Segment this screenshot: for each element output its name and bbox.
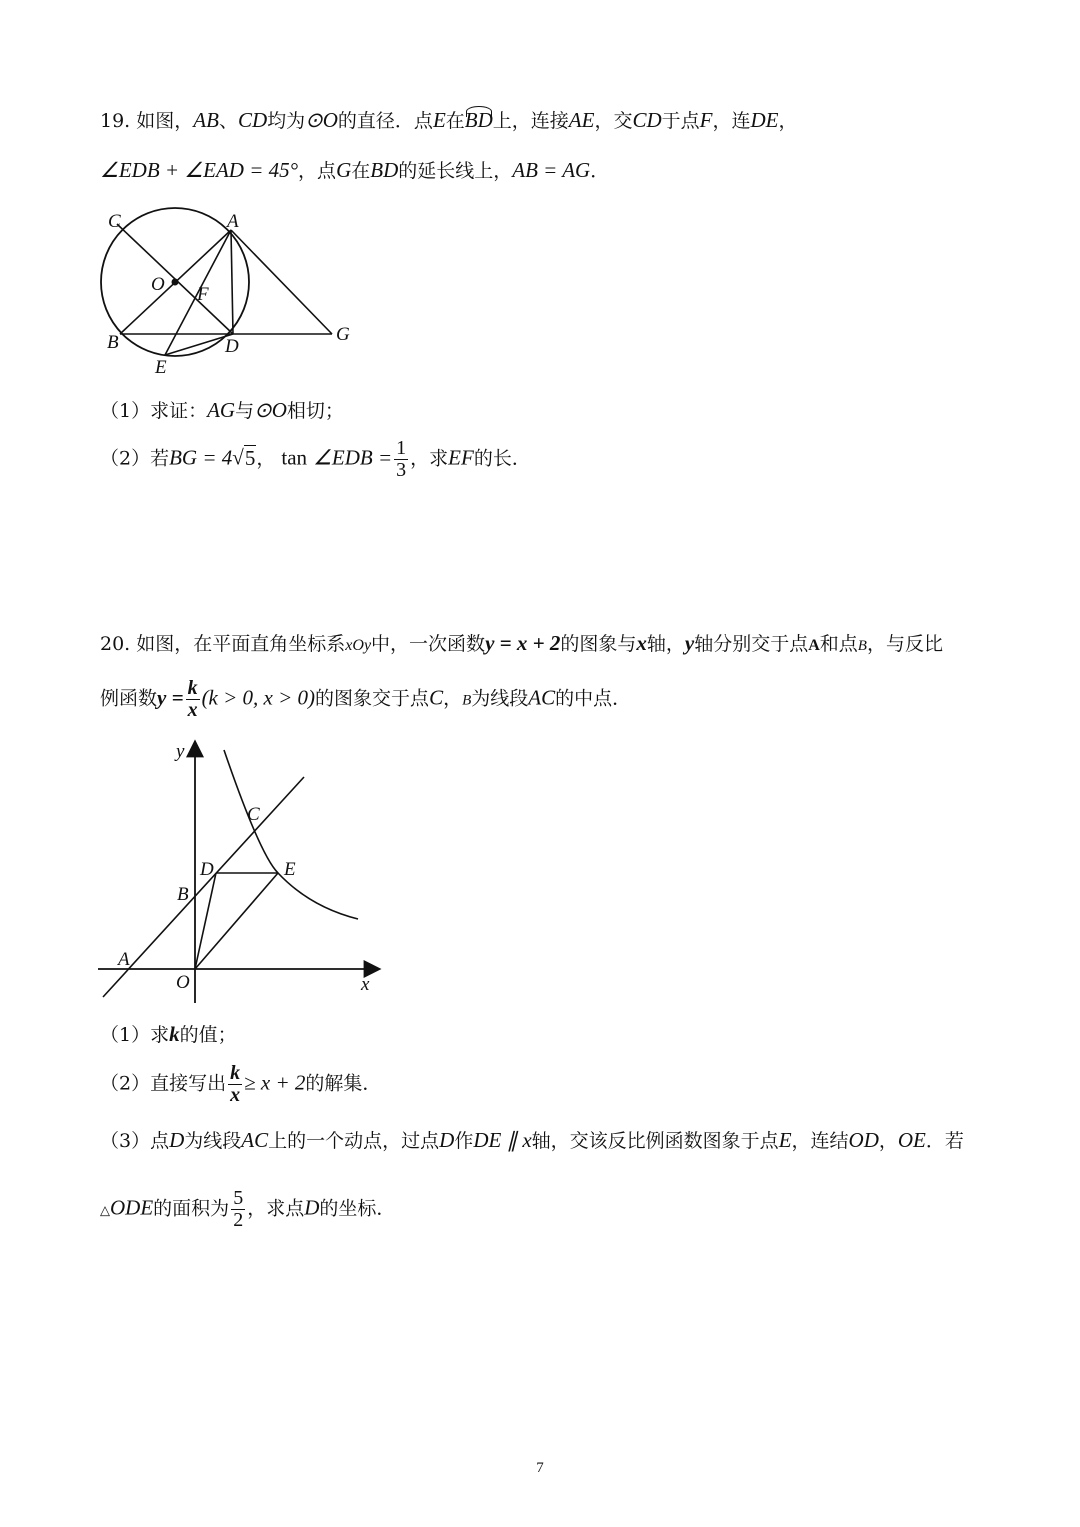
q20-ac: AC <box>528 685 556 710</box>
q20-p3-d3: D <box>304 1195 320 1220</box>
q20-p3-ode: ODE <box>110 1195 154 1220</box>
q20-p2-text: 直接写出 <box>150 1072 227 1095</box>
q19-p2-frac-den: 3 <box>396 459 407 481</box>
q20-text: 的中点． <box>555 687 632 710</box>
q20-text: 为线段 <box>471 687 529 710</box>
q20-text: ，与反比 <box>866 633 943 655</box>
q20-hyperbola <box>224 750 358 919</box>
q19-label-d: D <box>225 336 239 357</box>
q19-text: 均为 <box>267 110 306 132</box>
q19-label-o: O <box>151 274 165 295</box>
q20-frac-x: x <box>187 699 198 721</box>
q20-p3-text: ， <box>878 1130 898 1152</box>
q19-p2-text: 的长． <box>473 447 531 470</box>
q19-text: ． <box>590 160 610 182</box>
q19-p2-tan: tan <box>281 445 308 470</box>
q19-text: 的延长线上， <box>398 160 513 182</box>
q19-text: 在 <box>351 160 371 182</box>
q19-p2-text: 若 <box>150 447 170 470</box>
q20-p3-d2: D <box>439 1128 455 1152</box>
q19-point-g: G <box>336 158 352 182</box>
q20-p3-e: E <box>778 1128 792 1152</box>
q19-de: DE <box>750 108 779 132</box>
q20-label-o: O <box>176 972 190 993</box>
q19-part-1 <box>100 400 344 421</box>
q19-figure <box>90 200 380 385</box>
q19-label-g: G <box>336 324 350 345</box>
q19-label-e: E <box>155 357 167 378</box>
q19-sep: 、 <box>218 110 238 132</box>
q20-line-1 <box>100 633 943 654</box>
q20-p3-text: 轴，交该反比例函数图象于点 <box>531 1130 779 1152</box>
q19-text: 在 <box>445 110 465 132</box>
q19-line-1 <box>100 110 798 131</box>
q20-p3-de-parallel: DE ∥ x <box>473 1128 532 1152</box>
q20-text: 轴分别交于点 <box>694 633 809 655</box>
q20-inverse-y: y = <box>157 685 184 710</box>
q20-p1-text: 的值； <box>179 1024 237 1046</box>
q20-inverse-condition: (k > 0, x > 0) <box>201 685 316 710</box>
q19-p1-number: （1） <box>100 400 151 422</box>
q19-p1-text: 相切； <box>286 400 344 422</box>
q20-text: 的图象交于点 <box>315 687 430 710</box>
q20-label-c: C <box>247 804 260 825</box>
q20-text: 如图，在平面直角坐标系 <box>136 633 346 655</box>
q20-p2-number: （2） <box>100 1072 151 1095</box>
q19-segment-ad <box>231 230 233 334</box>
q19-text: 上，连接 <box>492 110 569 132</box>
q19-label-f: F <box>197 284 209 305</box>
page-number: 7 <box>536 1460 544 1476</box>
q20-p1-text: 求 <box>150 1024 170 1046</box>
q20-label-y: y <box>176 741 185 762</box>
q20-p3-text: ．若 <box>925 1130 964 1152</box>
q20-figure <box>90 735 390 1010</box>
q20-text: 例函数 <box>100 687 158 710</box>
q20-p3-text: 为线段 <box>184 1130 242 1152</box>
q19-text: 于点 <box>661 110 700 132</box>
q20-p3-text: 的坐标． <box>319 1197 396 1220</box>
q19-p1-text: 与 <box>235 400 255 422</box>
q20-linear-function: y = x + 2 <box>485 631 561 655</box>
q20-label-x: x <box>361 974 370 995</box>
q20-p3-text: 作 <box>454 1130 474 1152</box>
q20-p3-text: 点 <box>150 1130 170 1152</box>
q19-segment-ag <box>231 230 332 334</box>
q20-p1-number: （1） <box>100 1024 151 1046</box>
q20-xoy: xOy <box>345 637 372 654</box>
q20-p3-number: （3） <box>100 1130 151 1152</box>
q19-cd: CD <box>237 108 268 132</box>
q20-p3-fraction <box>231 1188 245 1231</box>
q19-p2-bg: BG = 4 <box>169 445 233 470</box>
q19-p2-ef: EF <box>448 445 474 470</box>
q19-part-2: （2）若BG = 4√5， tan ∠EDB = $\frac{1}{3}$ ，求EF的长． <box>100 437 531 481</box>
q20-p2-inequality: ≥ x + 2 <box>244 1070 306 1095</box>
q20-point-b2: B <box>462 692 472 709</box>
q20-point-b: B <box>857 638 867 654</box>
q20-point-a: A <box>808 637 820 654</box>
q20-y: y <box>684 631 695 655</box>
q19-text: 的直径．点 <box>337 110 433 132</box>
q19-p2-text: ，求 <box>410 447 449 470</box>
q20-p3-text: ，求点 <box>247 1197 305 1220</box>
q19-text: ， <box>778 110 798 132</box>
q19-p2-sqrt: 5 <box>244 445 256 470</box>
q20-p3-od: OD <box>848 1128 879 1152</box>
q19-ae: AE <box>568 108 595 132</box>
q20-text: ， <box>443 687 463 710</box>
q19-equality: AB = AG <box>512 158 591 182</box>
q19-angle-condition: ∠EDB + ∠EAD = 45° <box>100 158 299 182</box>
q20-p2-text: 的解集． <box>305 1072 382 1095</box>
q19-ab: AB <box>193 108 219 132</box>
q20-p3-d: D <box>169 1128 185 1152</box>
q20-p2-fraction <box>228 1063 242 1106</box>
q20-p2-frac-k: k <box>230 1062 241 1084</box>
q20-p3-oe: OE <box>897 1128 926 1152</box>
q19-text: ，点 <box>298 160 337 182</box>
q19-label-a: A <box>227 211 239 232</box>
q20-inverse-fraction <box>186 678 200 721</box>
q20-text: 的图象与 <box>560 633 637 655</box>
q19-line-2 <box>100 160 609 181</box>
q19-label-b: B <box>107 332 119 353</box>
q19-center-dot <box>172 279 179 286</box>
q19-p1-ag: AG <box>207 398 236 422</box>
q20-frac-k: k <box>187 677 198 699</box>
q20-p3-frac-num: 5 <box>233 1187 244 1209</box>
q20-p3-text: 的面积为 <box>153 1197 230 1220</box>
q20-point-c: C <box>429 685 444 710</box>
q20-p3-frac-den: 2 <box>233 1209 244 1231</box>
q19-arc-bd: BD <box>464 108 493 132</box>
q20-p3-triangle: △ <box>100 1203 110 1219</box>
q19-p2-angle: ∠EDB = <box>313 445 393 470</box>
q20-part-2 <box>100 1063 381 1106</box>
q19-number: 19. <box>100 110 131 132</box>
q19-p1-text: 求证： <box>150 400 208 422</box>
q19-intro: 如图， <box>136 110 194 132</box>
q19-text: ，连 <box>712 110 751 132</box>
q20-label-d: D <box>200 859 214 880</box>
q20-p3-text: ，连结 <box>791 1130 849 1152</box>
q20-text: 中，一次函数 <box>371 633 486 655</box>
q20-segment-od <box>195 873 216 969</box>
q20-label-a: A <box>118 949 130 970</box>
q19-p2-fraction <box>394 438 408 481</box>
q19-p2-number: （2） <box>100 447 151 470</box>
q19-label-c: C <box>108 211 121 232</box>
q20-p3-ac: AC <box>241 1128 269 1152</box>
q20-x: x <box>636 631 647 655</box>
q20-part-3-line-2 <box>100 1188 395 1231</box>
q20-label-b: B <box>177 884 189 905</box>
q20-number: 20. <box>100 633 131 655</box>
q19-point-f: F <box>699 108 713 132</box>
q19-p2-frac-num: 1 <box>396 437 407 459</box>
q20-label-e: E <box>284 859 296 880</box>
q19-point-e: E <box>432 108 446 132</box>
q19-cd2: CD <box>632 108 662 132</box>
q20-part-1 <box>100 1024 237 1045</box>
q19-p2-text: ， <box>256 447 276 470</box>
q19-text: ，交 <box>594 110 633 132</box>
q20-line-2 <box>100 678 631 721</box>
q19-p1-circle: ⊙O <box>254 398 287 422</box>
q20-text: 轴， <box>646 633 685 655</box>
q20-p3-text: 上的一个动点，过点 <box>268 1130 440 1152</box>
q20-p2-frac-x: x <box>230 1084 241 1106</box>
q20-p1-k: k <box>169 1022 180 1046</box>
q20-segment-oe <box>195 873 278 969</box>
q20-text: 和点 <box>819 633 858 655</box>
q20-part-3-line-1 <box>100 1130 964 1151</box>
q19-circle-o: ⊙O <box>305 108 338 132</box>
q20-linear-line <box>103 777 304 997</box>
q19-bd: BD <box>370 158 399 182</box>
